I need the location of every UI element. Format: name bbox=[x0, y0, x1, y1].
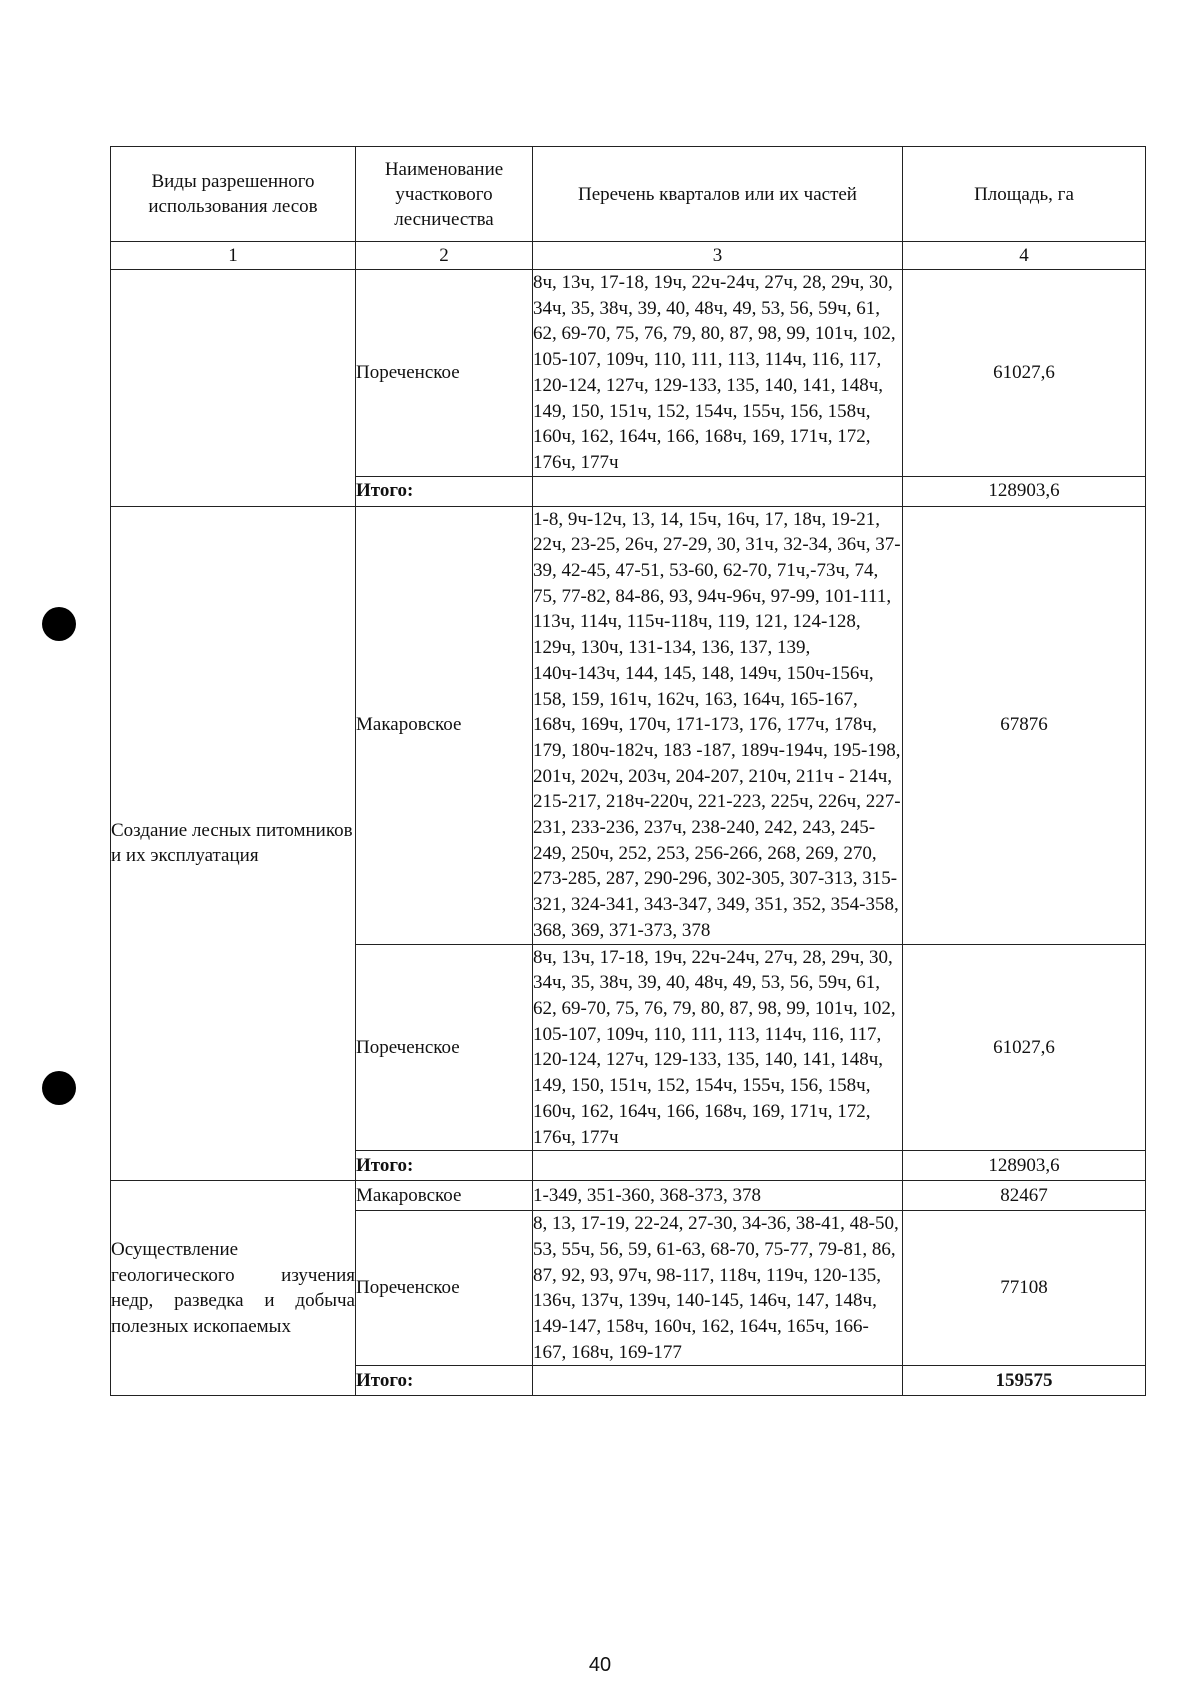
usage-type-cell-continued bbox=[111, 270, 356, 507]
forestry-name: Пореченское bbox=[356, 1211, 533, 1366]
column-number-4: 4 bbox=[903, 242, 1146, 270]
total-area: 128903,6 bbox=[903, 1151, 1146, 1181]
table-row bbox=[111, 1181, 1146, 1211]
header-usage-type: Виды разрешенного использования лесов bbox=[111, 147, 356, 242]
table-row bbox=[111, 506, 1146, 944]
column-number-2: 2 bbox=[356, 242, 533, 270]
total-quarters-empty bbox=[533, 1366, 903, 1396]
quarters-list: 1-349, 351-360, 368-373, 378 bbox=[533, 1181, 903, 1211]
header-forestry-name: Наименование участкового лесничества bbox=[356, 147, 533, 242]
total-label: Итого: bbox=[356, 476, 533, 506]
punch-hole-top bbox=[42, 607, 76, 641]
quarters-list: 8ч, 13ч, 17-18, 19ч, 22ч-24ч, 27ч, 28, 29ч, 30, 34ч, 35, 38ч, 39, 40, 48ч, 49, 53, 56, 59ч, 61, 62, 69-70, 75, 76, 79, 80, 87, 98, 99, 101ч, 102, 105-107, 109ч, 110, 111, 113, 114ч, 116, 117, 120-124, 127ч, 129-133, 135, 140, 141, 148ч, 149, 150, 151ч, 152, 154ч, 155ч, 156, 158ч, 160ч, 162, 164ч, 166, 168ч, 169, 171ч, 172, 176ч, 177ч bbox=[533, 270, 903, 477]
quarters-list: 8, 13, 17-19, 22-24, 27-30, 34-36, 38-41, 48-50, 53, 55ч, 56, 59, 61-63, 68-70, 75-77, 79-81, 86, 87, 92, 93, 97ч, 98-117, 118ч, 119ч, 120-135, 136ч, 137ч, 139ч, 140-145, 146ч, 147, 148ч, 149-147, 158ч, 160ч, 162, 164ч, 165ч, 166-167, 168ч, 169-177 bbox=[533, 1211, 903, 1366]
header-quarters-list: Перечень кварталов или их частей bbox=[533, 147, 903, 242]
header-row bbox=[111, 147, 1146, 242]
forestry-name: Пореченское bbox=[356, 944, 533, 1151]
column-number-3: 3 bbox=[533, 242, 903, 270]
total-label: Итого: bbox=[356, 1366, 533, 1396]
header-area: Площадь, га bbox=[903, 147, 1146, 242]
area-value: 82467 bbox=[903, 1181, 1146, 1211]
area-value: 61027,6 bbox=[903, 270, 1146, 477]
total-quarters-empty bbox=[533, 476, 903, 506]
column-number-row bbox=[111, 242, 1146, 270]
column-number-1: 1 bbox=[111, 242, 356, 270]
punch-hole-bottom bbox=[42, 1071, 76, 1105]
area-value: 77108 bbox=[903, 1211, 1146, 1366]
quarters-list: 1-8, 9ч-12ч, 13, 14, 15ч, 16ч, 17, 18ч, 19-21, 22ч, 23-25, 26ч, 27-29, 30, 31ч, 32-34, 36ч, 37-39, 42-45, 47-51, 53-60, 62-70, 71ч,-73ч, 74, 75, 77-82, 84-86, 93, 94ч-96ч, 97-99, 101-111, 113ч, 114ч, 115ч-118ч, 119, 121, 124-128, 129ч, 130ч, 131-134, 136, 137, 139, 140ч-143ч, 144, 145, 148, 149ч, 150ч-156ч, 158, 159, 161ч, 162ч, 163, 164ч, 165-167, 168ч, 169ч, 170ч, 171-173, 176, 177ч, 178ч, 179, 180ч-182ч, 183 -187, 189ч-194ч, 195-198, 201ч, 202ч, 203ч, 204-207, 210ч, 211ч - 214ч, 215-217, 218ч-220ч, 221-223, 225ч, 226ч, 227-231, 233-236, 237ч, 238-240, 242, 243, 245-249, 250ч, 252, 253, 256-266, 268, 269, 270, 273-285, 287, 290-296, 302-305, 307-313, 315-321, 324-341, 343-347, 349, 351, 352, 354-358, 368, 369, 371-373, 378 bbox=[533, 506, 903, 944]
total-area: 128903,6 bbox=[903, 476, 1146, 506]
total-area: 159575 bbox=[903, 1366, 1146, 1396]
forest-usage-table bbox=[110, 146, 1146, 1396]
area-value: 61027,6 bbox=[903, 944, 1146, 1151]
forestry-name: Макаровское bbox=[356, 506, 533, 944]
usage-type: Создание лесных питомников и их эксплуатация bbox=[111, 506, 356, 1181]
area-value: 67876 bbox=[903, 506, 1146, 944]
forestry-name: Макаровское bbox=[356, 1181, 533, 1211]
quarters-list: 8ч, 13ч, 17-18, 19ч, 22ч-24ч, 27ч, 28, 29ч, 30, 34ч, 35, 38ч, 39, 40, 48ч, 49, 53, 56, 59ч, 61, 62, 69-70, 75, 76, 79, 80, 87, 98, 99, 101ч, 102, 105-107, 109ч, 110, 111, 113, 114ч, 116, 117, 120-124, 127ч, 129-133, 135, 140, 141, 148ч, 149, 150, 151ч, 152, 154ч, 155ч, 156, 158ч, 160ч, 162, 164ч, 166, 168ч, 169, 171ч, 172, 176ч, 177ч bbox=[533, 944, 903, 1151]
usage-type: Осуществление геологического изучения недр, разведка и добыча полезных ископаемых bbox=[111, 1181, 356, 1396]
total-label: Итого: bbox=[356, 1151, 533, 1181]
table-row bbox=[111, 270, 1146, 477]
page-number: 40 bbox=[588, 1654, 612, 1676]
forestry-name: Пореченское bbox=[356, 270, 533, 477]
total-quarters-empty bbox=[533, 1151, 903, 1181]
